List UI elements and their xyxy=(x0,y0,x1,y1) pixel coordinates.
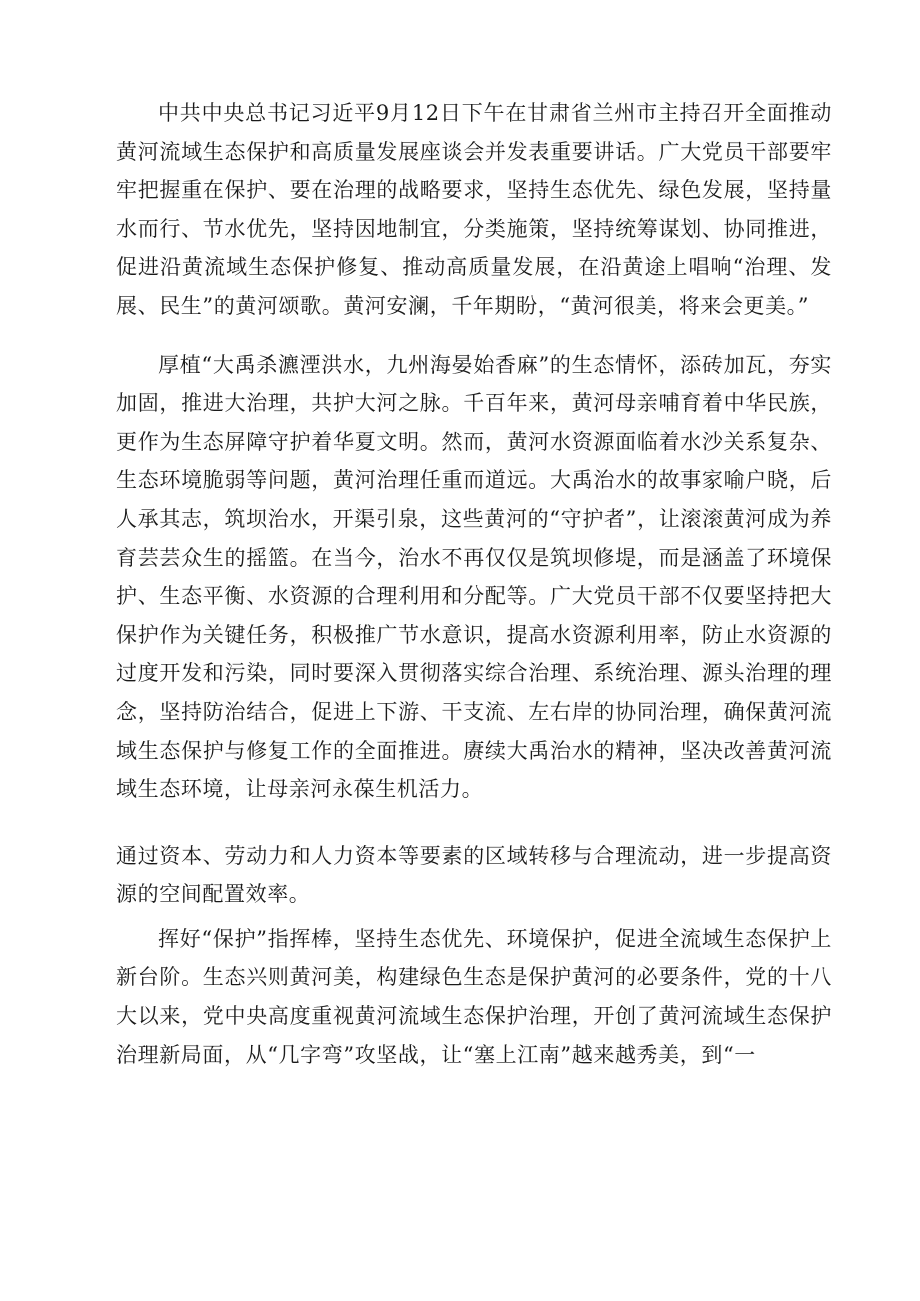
paragraph-3: 通过资本、劳动力和人力资本等要素的区域转移与合理流动，进一步提高资源的空间配置效率。 xyxy=(116,843,832,907)
paragraph-1: 中共中央总书记习近平9月12日下午在甘肃省兰州市主持召开全面推动黄河流域生态保护和高质量发展座谈会并发表重要讲话。广大党员干部要牢牢把握重在保护、要在治理的战略要求，坚持生态优先、绿色发展，坚持量水而行、节水优先，坚持因地制宜，分类施策，坚持统筹谋划、协同推进，促进沿黄流域生态保护修复、推动高质量发展，在沿黄途上唱响“治理、发展、民生”的黄河颂歌。黄河安澜，千年期盼，“黄河很美，将来会更美。” xyxy=(116,101,832,318)
document-body xyxy=(116,94,832,1074)
paragraph-4: 挥好“保护”指挥棒，坚持生态优先、环境保护，促进全流域生态保护上新台阶。生态兴则黄河美，构建绿色生态是保护黄河的必要条件，党的十八大以来，党中央高度重视黄河流域生态保护治理，开创了黄河流域生态保护治理新局面，从“几字弯”攻坚战，让“塞上江南”越来越秀美，到“一 xyxy=(116,926,832,1067)
paragraph-2: 厚植“大禹杀瀌湮洪水，九州海晏始香麻”的生态情怀，添砖加瓦，夯实加固，推进大治理，共护大河之脉。千百年来，黄河母亲哺育着中华民族，更作为生态屏障守护着华夏文明。然而，黄河水资源面临着水沙关系复杂、生态环境脆弱等问题，黄河治理任重而道远。大禹治水的故事家喻户晓，后人承其志，筑坝治水，开渠引泉，这些黄河的“守护者”，让滚滚黄河成为养育芸芸众生的摇篮。在当今，治水不再仅仅是筑坝修堤，而是涵盖了环境保护、生态平衡、水资源的合理利用和分配等。广大党员干部不仅要坚持把大保护作为关键任务，积极推广节水意识，提高水资源利用率，防止水资源的过度开发和污染，同时要深入贯彻落实综合治理、系统治理、源头治理的理念，坚持防治结合，促进上下游、干支流、左右岸的协同治理，确保黄河流域生态保护与修复工作的全面推进。赓续大禹治水的精神，坚决改善黄河流域生态环境，让母亲河永葆生机活力。 xyxy=(116,352,832,802)
